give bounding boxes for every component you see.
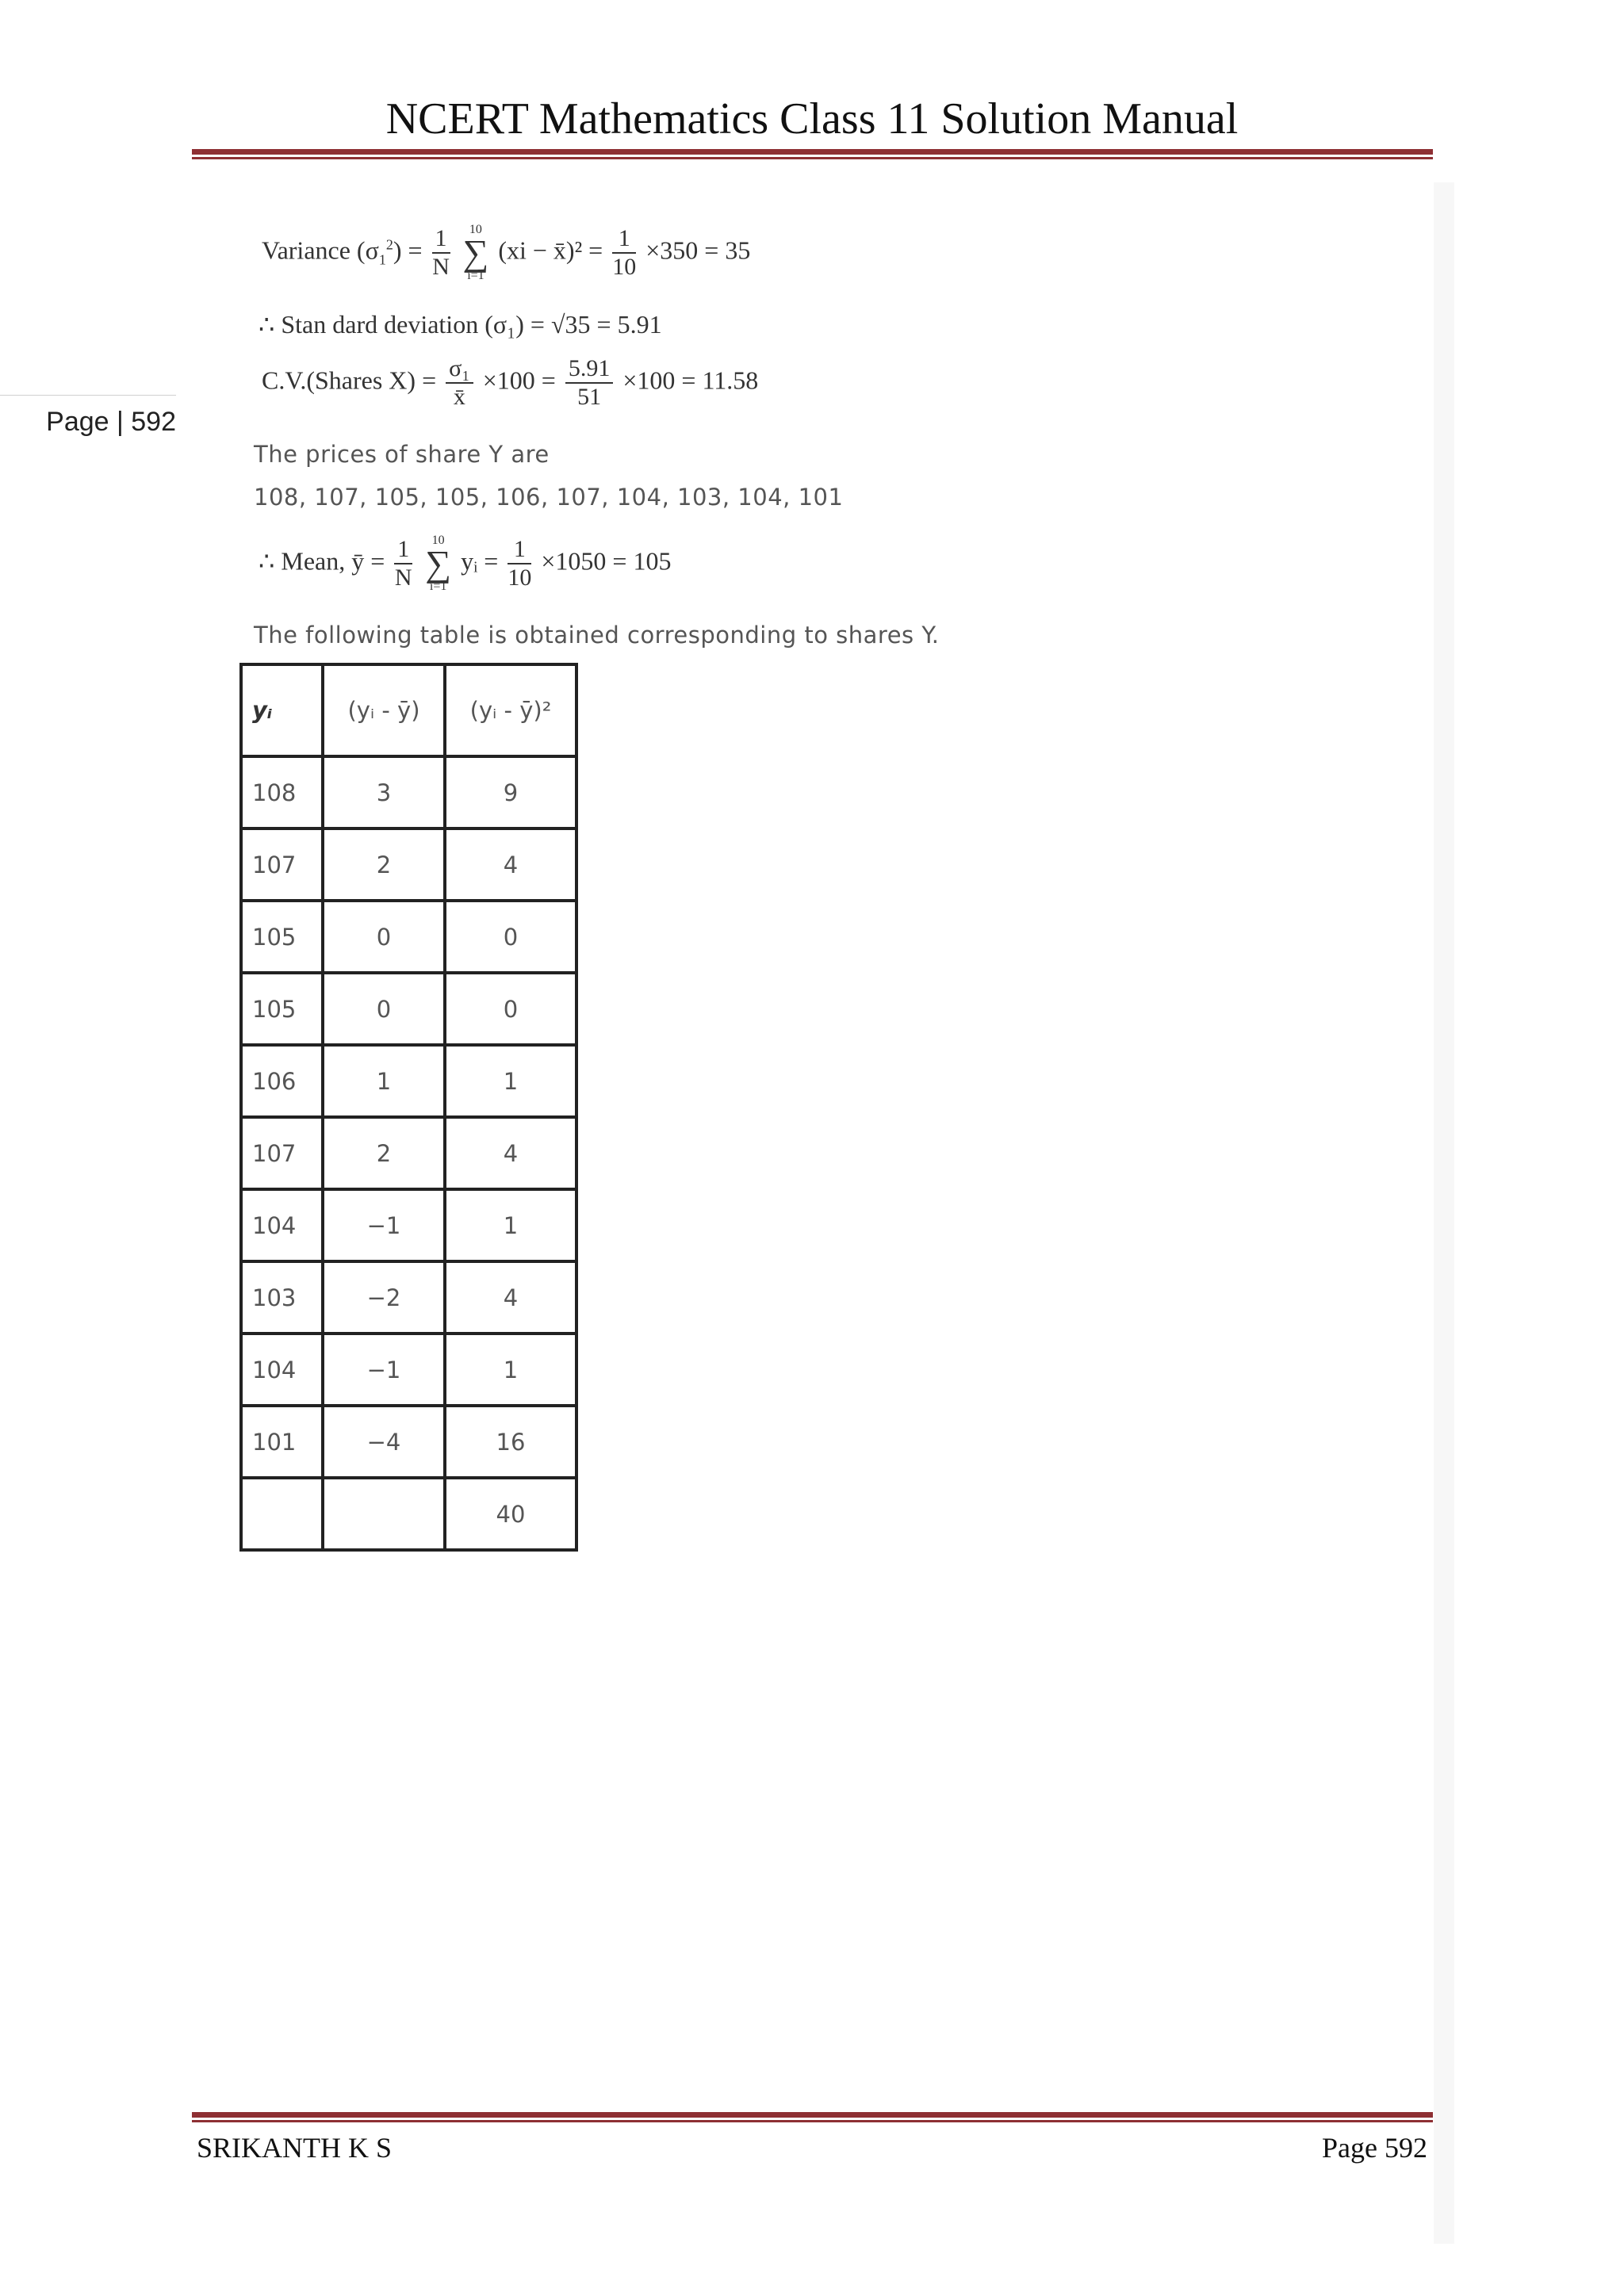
header-yi: yᵢ [241, 664, 323, 756]
mean-equation: ∴ Mean, ȳ = $\frac{1}{N}$ 10 ∑ i=1 yᵢ = $\frac{1}{10}$ ×1050 = 105 [259, 534, 672, 593]
footer-page-number: Page 592 [1322, 2132, 1427, 2164]
table-intro-text: The following table is obtained corresponding to shares Y. [254, 622, 940, 649]
page-title: NCERT Mathematics Class 11 Solution Manual [385, 94, 1239, 144]
footer-author: SRIKANTH K S [197, 2132, 393, 2164]
table-row: 105 0 0 [241, 901, 576, 973]
table-row: 103 −2 4 [241, 1261, 576, 1334]
table-row: 105 0 0 [241, 973, 576, 1045]
footer-rule [192, 2112, 1433, 2122]
variance-equation: Variance $(\sigma_1^2)$ = $\frac{1}{N}$ 10 ∑ i=1 (xi − x̄)² = $\frac{1}{10}$ ×350 = 35 [262, 223, 751, 282]
side-page-label: Page | 592 [46, 407, 176, 437]
table-row: 107 2 4 [241, 828, 576, 901]
table-row: 101 −4 16 [241, 1406, 576, 1478]
header-rule [192, 149, 1433, 159]
shares-y-table [239, 663, 578, 1552]
table-row: 106 1 1 [241, 1045, 576, 1117]
header-deviation: (yᵢ - ȳ) [323, 664, 445, 756]
prices-intro-text: The prices of share Y are [254, 441, 550, 468]
cv-equation: C.V.(Shares X) = $\frac{\text{σ₁}}{x̄}$ ×100 = $\frac{5.91}{51}$ ×100 = 11.58 [262, 355, 759, 410]
side-page-tab [0, 395, 176, 438]
table-row: 107 2 4 [241, 1117, 576, 1189]
table-row: 104 −1 1 [241, 1334, 576, 1406]
header-deviation-squared: (yᵢ - ȳ)² [445, 664, 576, 756]
table-total-row: 40 [241, 1478, 576, 1550]
standard-deviation-line: ∴ Stan dard deviation (σ₁) = √35 = 5.91 [259, 310, 662, 339]
table-row: 108 3 9 [241, 756, 576, 828]
table-row: 104 −1 1 [241, 1189, 576, 1261]
table-header-row [241, 664, 576, 756]
prices-list-text: 108, 107, 105, 105, 106, 107, 104, 103, 104, 101 [254, 484, 844, 511]
page-edge-shade [1434, 182, 1454, 2244]
